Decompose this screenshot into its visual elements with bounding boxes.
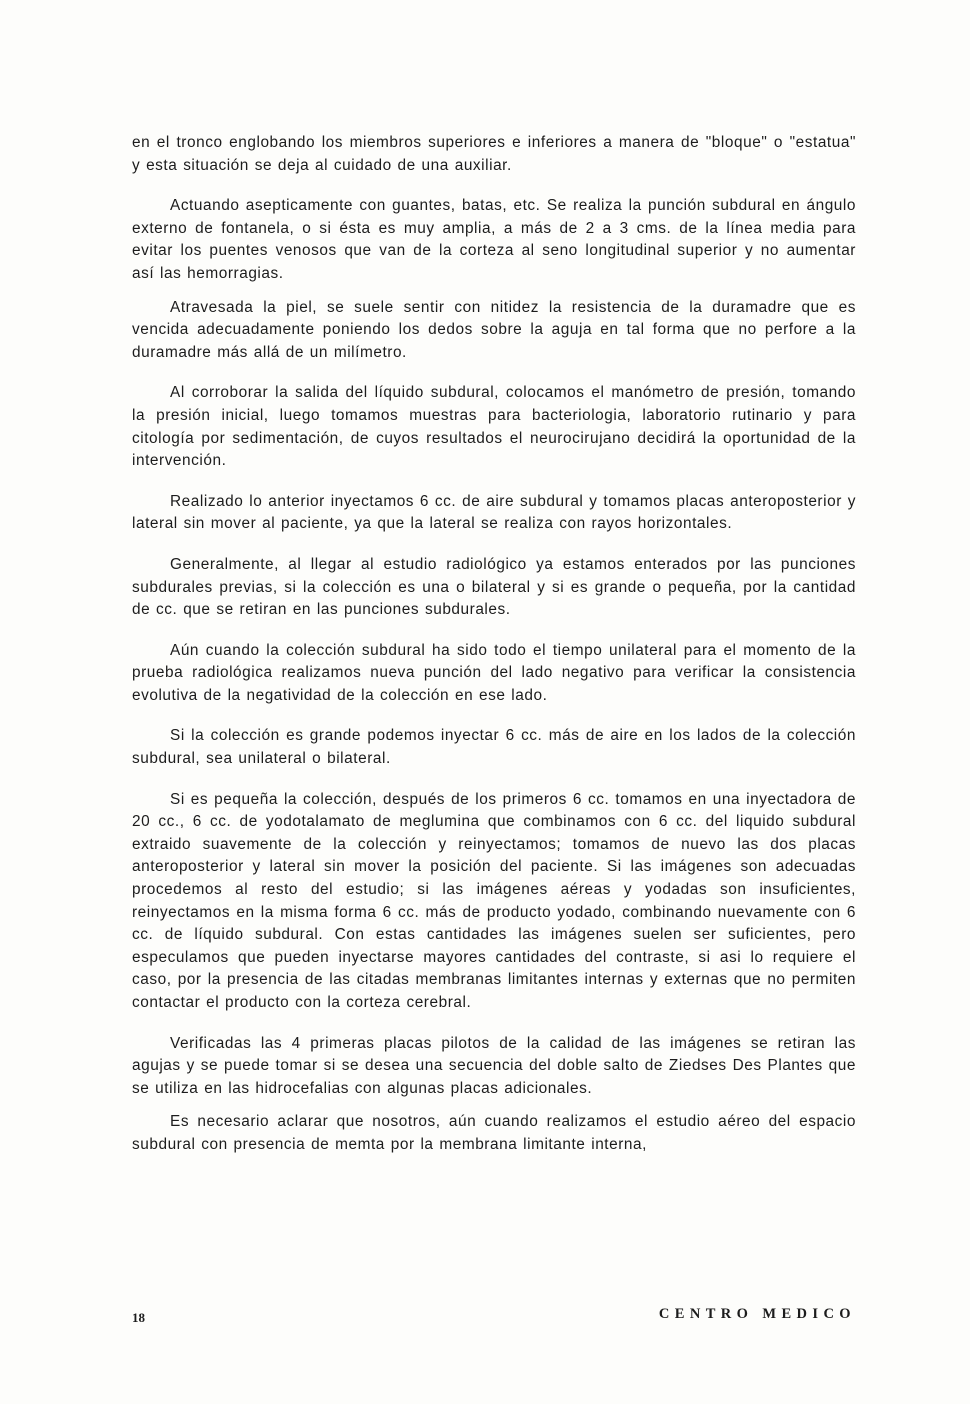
paragraph-5: Realizado lo anterior inyectamos 6 cc. de aire subdural y tomamos placas anteroposterior y lateral sin mover al paciente, ya que la lateral se realiza con rayos horizontales. bbox=[132, 492, 856, 533]
paragraph-2: Actuando asepticamente con guantes, batas, etc. Se realiza la punción subdural en ángulo externo de fontanela, o si ésta es muy amplia, a más de 2 a 3 cms. de la línea media para evitar los puentes venosos que van de la corteza al seno longitudinal superior y no aumentar así las hemorragias. bbox=[132, 197, 856, 282]
paragraph-7: Aún cuando la colección subdural ha sido todo el tiempo unilateral para el momento de la prueba radiológica realizamos nueva punción del lado negativo para verificar la consistencia evolutiva de la negatividad de la colección en ese lado. bbox=[132, 641, 856, 704]
paragraph-6: Generalmente, al llegar al estudio radiológico ya estamos enterados por las punciones subdurales previas, si la colección es una o bilateral y si es grande o pequeña, por la cantidad de cc. que se retiran en las punciones subdurales. bbox=[132, 555, 856, 619]
journal-name: CENTRO MEDICO bbox=[658, 1306, 856, 1322]
paragraph-8: Si la colección es grande podemos inyectar 6 cc. más de aire en los lados de la colección subdural, sea unilateral o bilateral. bbox=[132, 727, 856, 768]
paragraph-4: Al corroborar la salida del líquido subdural, colocamos el manómetro de presión, tomando la presión inicial, luego tomamos muestras para bacteriologia, laboratorio rutinario y para citología por sedimentación, de cuyos resultados el neurocirujano decidirá la oportunidad de la intervención. bbox=[132, 384, 856, 470]
paragraph-1: en el tronco englobando los miembros superiores e inferiores a manera de "bloque" o "estatua" y esta situación se deja al cuidado de una auxiliar. bbox=[132, 134, 856, 174]
paragraph-10: Verificadas las 4 primeras placas pilotos de la calidad de las imágenes se retiran las agujas y se puede tomar si se desea una secuencia del doble salto de Ziedses Des Plantes que se utiliza en las hidrocefalias con algunas placas adicionales. bbox=[132, 1034, 856, 1097]
page-footer bbox=[132, 1306, 856, 1330]
paragraph-3: Atravesada la piel, se suele sentir con nitidez la resistencia de la duramadre que es vencida adecuadamente poniendo los dedos sobre la aguja en tal forma que no perfore a la duramadre más allá de un milímetro. bbox=[132, 298, 856, 361]
body-text bbox=[132, 132, 856, 1157]
paragraph-11: Es necesario aclarar que nosotros, aún cuando realizamos el estudio aéreo del espacio subdural con presencia de memta por la membrana limitante interna, bbox=[132, 1113, 856, 1153]
paragraph-9: Si es pequeña la colección, después de los primeros 6 cc. tomamos en una inyectadora de 20 cc., 6 cc. de yodotalamato de meglumina que combinamos con 6 cc. del liquido subdural extraido suavemente de la colección y reinyectamos; tomamos de nuevo las dos placas anteroposterior y lateral sin mover la posición del paciente. Si las imágenes son adecuadas procedemos al resto del estudio; si las imágenes aéreas y yodadas son insuficientes, reinyectamos en la misma forma 6 cc. más de producto yodado, combinando nuevamente con 6 cc. de líquido subdural. Con estas cantidades las imágenes suelen ser suficientes, pero especulamos que pueden inyectarse mayores cantidades del contraste, si asi lo requiere el caso, por la presencia de las citadas membranas limitantes internas y externas que no permiten contactar el producto con la corteza cerebral. bbox=[132, 790, 856, 1011]
page-number: 18 bbox=[132, 1310, 145, 1325]
